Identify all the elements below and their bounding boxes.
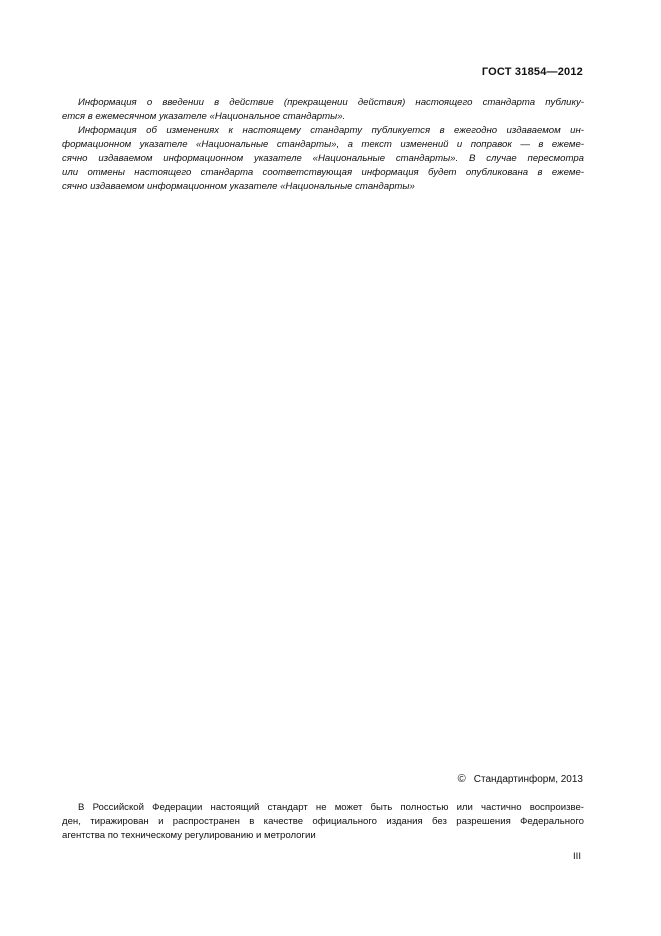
copyright-notice: [458, 773, 583, 785]
info-paragraph-2: [62, 124, 584, 194]
info-paragraph-2-line-1: Информация об изменениях к настоящему стандарту публикуется в ежегодно издаваемом ин-: [78, 125, 584, 136]
info-paragraph-1: [62, 96, 584, 124]
reproduction-restriction-notice: [62, 801, 584, 843]
copyright-text: Стандартинформ, 2013: [473, 773, 583, 785]
publication-info: [62, 96, 584, 194]
copyright-icon: ©: [457, 773, 466, 785]
standard-code: ГОСТ 31854—2012: [481, 66, 583, 78]
info-paragraph-1-line-2: ется в ежемесячном указателе «Национальное стандарты».: [62, 111, 346, 122]
info-paragraph-2-line-5: сячно издаваемом информационном указателе «Национальные стандарты»: [62, 181, 415, 192]
info-paragraph-2-line-4: или отмены настоящего стандарта соответствующая информация будет опубликована в ежеме-: [62, 167, 584, 178]
info-paragraph-2-line-2: формационном указателе «Национальные стандарты», а текст изменений и поправок — в ежеме-: [62, 139, 584, 150]
info-paragraph-2-line-3: сячно издаваемом информационном указателе «Национальные стандарты». В случае пересмотра: [62, 153, 584, 164]
info-paragraph-1-line-1: Информация о введении в действие (прекращении действия) настоящего стандарта публику-: [78, 97, 584, 108]
legal-notice-line-1: В Российской Федерации настоящий стандарт не может быть полностью или частично воспроизве-: [78, 802, 584, 813]
page-number: III: [573, 851, 581, 862]
legal-notice-line-3: агентства по техническому регулированию и метрологии: [62, 830, 316, 841]
legal-notice-line-2: ден, тиражирован и распространен в качестве официального издания без разрешения Федерального: [62, 816, 584, 827]
